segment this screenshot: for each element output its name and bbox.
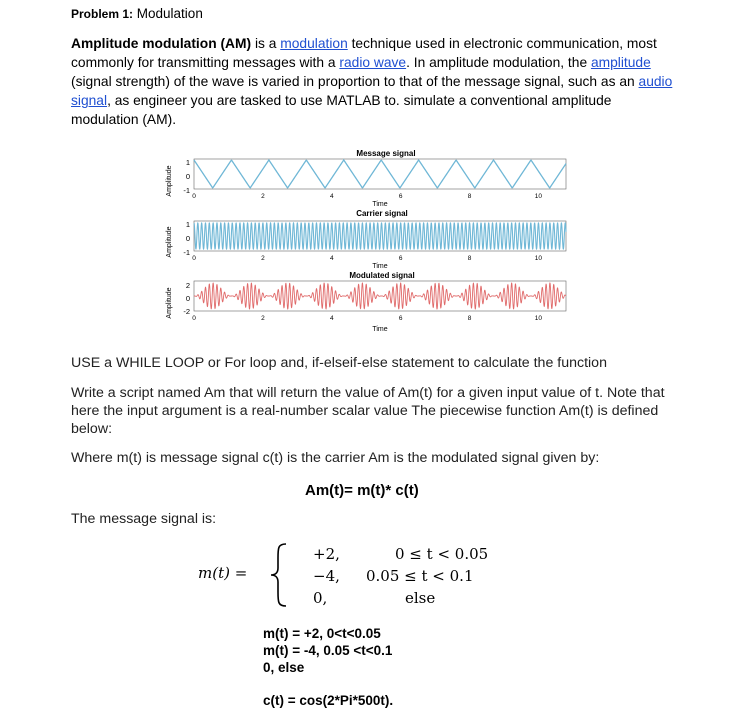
piecewise-cond-1: 0 ≤ t < 0.05 <box>395 545 489 563</box>
xlabel-carrier: Time <box>372 263 388 270</box>
xlabel-message: Time <box>372 201 388 208</box>
problem-label: Problem 1: <box>71 7 134 21</box>
xtick-label: 0 <box>192 255 196 262</box>
ytick: 0 <box>185 172 190 181</box>
xtick-label: 4 <box>329 193 334 200</box>
carrier-definition: c(t) = cos(2*Pi*500t). <box>263 693 394 708</box>
xtick-label: 6 <box>398 315 403 322</box>
xtick-label: 6 <box>398 193 403 200</box>
signal-figure <box>160 143 580 343</box>
xtick-label: 2 <box>261 193 265 200</box>
xtick-label: 10 <box>534 255 543 262</box>
intro-text-2: technique used in electronic communication, most commonly for transmitting messages with a <box>71 36 657 70</box>
intro-text-5: , as engineer you are tasked to use MATLAB to. simulate a conventional amplitude modulation (AM). <box>71 93 612 127</box>
ytick: -2 <box>183 307 190 316</box>
xtick-label: 8 <box>467 315 472 322</box>
ylabel-message: Amplitude <box>166 165 173 197</box>
ytick: 0 <box>185 294 190 303</box>
xtick-label: 2 <box>261 315 265 322</box>
xticks-carrier <box>192 255 542 262</box>
piecewise-value-1: +2, <box>313 545 340 563</box>
modulated-wave <box>194 283 566 309</box>
xticks-message <box>192 193 542 200</box>
problem-name: Modulation <box>136 6 203 21</box>
def-line-2: m(t) = -4, 0.05 <t<0.1 <box>263 643 393 658</box>
ylabel-modulated: Amplitude <box>166 287 173 319</box>
xtick-label: 10 <box>534 193 543 200</box>
piecewise-cond-2: 0.05 ≤ t < 0.1 <box>366 567 474 585</box>
subplot-title-modulated: Modulated signal <box>349 271 415 280</box>
message-wave <box>194 160 566 188</box>
ytick: -1 <box>183 186 190 195</box>
carrier-wave <box>194 223 566 249</box>
am-equation: Am(t)= m(t)* c(t) <box>305 482 419 499</box>
intro-paragraph <box>71 34 681 129</box>
ytick: 1 <box>185 158 190 167</box>
subplot-title-message: Message signal <box>356 149 416 158</box>
ytick: 0 <box>185 234 190 243</box>
xlabel-modulated: Time <box>372 326 388 333</box>
subplot-title-carrier: Carrier signal <box>356 209 408 218</box>
ylabel-carrier: Amplitude <box>166 226 173 258</box>
link-amplitude[interactable]: amplitude <box>590 55 651 70</box>
intro-text-3: . In amplitude modulation, the <box>406 55 591 70</box>
message-signal-label: The message signal is: <box>71 511 217 527</box>
piecewise-value-2: −4, <box>313 567 340 585</box>
script-instruction: Write a script named Am that will return the value of Am(t) for a given input value of t. Note that here the input argument is a real-number scalar value The piecewise function Am(t) is defined below: <box>71 385 665 437</box>
link-radio-wave[interactable]: radio wave <box>339 55 407 70</box>
xtick-label: 0 <box>192 315 196 322</box>
piecewise-value-3: 0, <box>313 589 328 607</box>
xtick-label: 4 <box>329 315 334 322</box>
link-audio-signal[interactable]: audio signal <box>71 74 673 108</box>
ytick: 1 <box>185 220 190 229</box>
piecewise-brace <box>268 540 290 610</box>
ytick: -1 <box>183 248 190 257</box>
xtick-label: 8 <box>467 255 472 262</box>
ytick: 2 <box>185 281 190 290</box>
piecewise-cond-3: else <box>405 589 436 607</box>
xtick-label: 2 <box>261 255 265 262</box>
xtick-label: 6 <box>398 255 403 262</box>
intro-text-1: is a <box>251 36 281 51</box>
loop-instruction: USE a WHILE LOOP or For loop and, if-elseif-else statement to calculate the function <box>71 355 607 371</box>
problem-title <box>71 6 203 21</box>
xtick-label: 0 <box>192 193 196 200</box>
xtick-label: 4 <box>329 255 334 262</box>
link-modulation[interactable]: modulation <box>280 36 348 51</box>
xtick-label: 10 <box>534 315 543 322</box>
intro-text-4: (signal strength) of the wave is varied in proportion to that of the message signal, such as an <box>71 74 639 89</box>
piecewise-lhs: m(t) = <box>198 564 248 582</box>
xticks-modulated <box>192 315 542 322</box>
def-line-1: m(t) = +2, 0<t<0.05 <box>263 626 381 641</box>
def-line-3: 0, else <box>263 660 305 675</box>
am-term: Amplitude modulation (AM) <box>71 36 252 51</box>
xtick-label: 8 <box>467 193 472 200</box>
where-text: Where m(t) is message signal c(t) is the carrier Am is the modulated signal given by: <box>71 450 600 466</box>
